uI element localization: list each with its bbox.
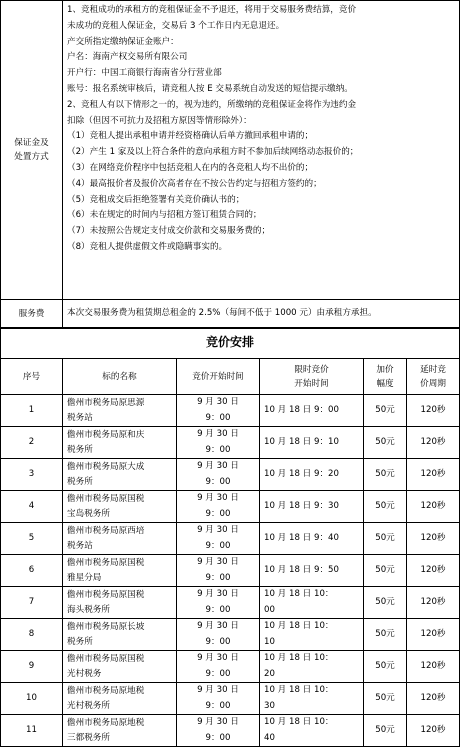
row-name-line: 儋州市税务局原西培 — [67, 525, 145, 536]
row-increment-cell — [364, 523, 407, 555]
row-start-line: 9：00 — [205, 540, 231, 551]
header-start — [177, 359, 260, 395]
row-name-line: 雅星分局 — [67, 572, 102, 583]
rules-line: （5）竞租成交后拒绝签署有关竞价确认书的； — [67, 194, 245, 205]
row-delay: 120秒 — [420, 628, 446, 639]
row-increment-cell — [364, 427, 407, 459]
row-start-line: 9：00 — [205, 572, 231, 583]
header-timed-line1: 限时竞价 — [294, 364, 329, 375]
row-no: 2 — [28, 436, 35, 447]
header-delay-line2: 价周期 — [420, 378, 446, 389]
row-timed-cell — [260, 587, 364, 619]
row-increment: 50元 — [375, 628, 395, 639]
row-timed-line: 10 月 18 日 9：50 — [264, 564, 339, 575]
row-name-line: 儋州市税务局原国税 — [67, 653, 145, 664]
rules-line: 2、竞租人有以下情形之一的，视为违约，所缴纳的竞租保证金将作为违约金 — [67, 99, 357, 110]
auction-title: 竞价安排 — [206, 335, 255, 350]
row-delay: 120秒 — [420, 468, 446, 479]
rules-lines — [67, 3, 459, 256]
row-name-line: 儋州市税务局原和庆 — [67, 429, 145, 440]
rules-line: （3）在网络竞价程序中包括竞租人在内的各竞租人均不出价的； — [67, 162, 314, 173]
row-delay-cell — [407, 395, 460, 427]
table-row — [1, 651, 460, 683]
row-name-line: 儋州市税务局原思源 — [67, 397, 145, 408]
table-row — [1, 523, 460, 555]
row-timed-cell — [260, 619, 364, 651]
row-name-line: 三都税务所 — [67, 732, 110, 743]
row-increment-cell — [364, 619, 407, 651]
row-increment-cell — [364, 395, 407, 427]
row-no-cell — [1, 427, 63, 459]
row-start-line: 9：00 — [205, 636, 231, 647]
header-start-text: 竞价开始时间 — [192, 371, 244, 382]
row-delay: 120秒 — [420, 532, 446, 543]
row-start-line: 9 月 30 日 — [197, 493, 239, 503]
row-start-line: 9：00 — [205, 444, 231, 455]
row-name-cell — [63, 619, 177, 651]
row-start-line: 9：00 — [205, 732, 231, 743]
row-name-line: 儋州市税务局原国税 — [67, 493, 145, 504]
row-start-line: 9 月 30 日 — [197, 557, 239, 567]
row-increment: 50元 — [375, 404, 395, 415]
row-name-cell — [63, 395, 177, 427]
row-start-line: 9 月 30 日 — [197, 397, 239, 407]
row-no: 5 — [28, 532, 35, 543]
rules-line: 账号：报名系统审核后，请竞租人按 E 交易系统自动发送的短信提示缴纳。 — [67, 83, 353, 94]
row-name-line: 儋州市税务局原国税 — [67, 557, 145, 568]
row-timed-line: 10 月 18 日 10： — [264, 653, 334, 663]
row-name-line: 儋州市税务局原地税 — [67, 685, 145, 696]
row-name-cell — [63, 651, 177, 683]
row-timed-line: 10 月 18 日 9：40 — [264, 532, 339, 543]
row-start-line: 9 月 30 日 — [197, 621, 239, 631]
row-timed-line: 10 月 18 日 9：30 — [264, 500, 339, 511]
row-increment-cell — [364, 459, 407, 491]
row-name-cell — [63, 491, 177, 523]
row-delay-cell — [407, 555, 460, 587]
rules-line: （6）未在规定的时间内与招租方签订租赁合同的； — [67, 210, 262, 221]
auction-rows — [1, 395, 460, 747]
table-row — [1, 619, 460, 651]
rules-line: （8）竞租人提供虚假文件或隐瞒事实的。 — [67, 241, 228, 252]
header-no — [1, 359, 63, 395]
row-no: 11 — [26, 724, 37, 735]
row-timed-cell — [260, 715, 364, 747]
row-start-line: 9 月 30 日 — [197, 717, 239, 727]
row-timed-line: 10 月 18 日 9：00 — [264, 404, 339, 415]
header-timed — [260, 359, 364, 395]
row-increment-cell — [364, 587, 407, 619]
rules-table — [0, 0, 460, 329]
row-delay: 120秒 — [420, 692, 446, 703]
auction-title-cell — [1, 328, 460, 359]
row-no-cell — [1, 395, 63, 427]
row-increment: 50元 — [375, 660, 395, 671]
row-timed-cell — [260, 459, 364, 491]
row-no-cell — [1, 523, 63, 555]
row-timed-line: 10 — [264, 636, 275, 647]
row-name-line: 海头税务所 — [67, 604, 110, 615]
row-delay-cell — [407, 491, 460, 523]
row-no: 3 — [28, 468, 35, 479]
table-row — [1, 491, 460, 523]
service-fee-cell — [63, 300, 460, 329]
row-timed-cell — [260, 651, 364, 683]
row-start-line: 9 月 30 日 — [197, 429, 239, 439]
row-delay: 120秒 — [420, 724, 446, 735]
row-start-cell — [177, 491, 260, 523]
rules-line: （7）未按照公告规定支付成交价款和交易服务费的； — [67, 226, 271, 237]
row-name-line: 税务所 — [67, 444, 93, 455]
row-no-cell — [1, 491, 63, 523]
row-timed-line: 10 月 18 日 9：20 — [264, 468, 339, 479]
row-start-cell — [177, 619, 260, 651]
rules-label: 保证金及 处置方式 — [14, 138, 49, 162]
row-increment-cell — [364, 555, 407, 587]
table-row — [1, 587, 460, 619]
row-no: 7 — [28, 596, 35, 607]
header-delay-line1: 延时竞 — [420, 364, 446, 375]
row-timed-line: 20 — [264, 668, 275, 679]
header-no-text: 序号 — [22, 371, 41, 382]
row-increment: 50元 — [375, 596, 395, 607]
row-delay-cell — [407, 619, 460, 651]
table-row — [1, 395, 460, 427]
row-increment: 50元 — [375, 436, 395, 447]
row-increment: 50元 — [375, 564, 395, 575]
service-fee-text: 本次交易服务费为租赁期总租金的 2.5%（每间不低于 1000 元）由承租方承担。 — [67, 308, 377, 319]
row-start-cell — [177, 651, 260, 683]
header-delay — [407, 359, 460, 395]
row-timed-line: 10 月 18 日 9：10 — [264, 436, 339, 447]
row-name-cell — [63, 427, 177, 459]
row-delay-cell — [407, 715, 460, 747]
row-increment: 50元 — [375, 500, 395, 511]
row-increment: 50元 — [375, 692, 395, 703]
row-delay: 120秒 — [420, 404, 446, 415]
rules-line: 开户行：中国工商银行海南省分行营业部 — [67, 68, 222, 79]
row-start-line: 9 月 30 日 — [197, 685, 239, 695]
row-name-line: 宝岛税务所 — [67, 508, 110, 519]
row-increment-cell — [364, 651, 407, 683]
row-timed-cell — [260, 491, 364, 523]
row-timed-line: 10 月 18 日 10： — [264, 589, 334, 599]
row-increment-cell — [364, 683, 407, 715]
service-fee-label-cell — [1, 300, 63, 329]
row-start-line: 9：00 — [205, 604, 231, 615]
row-timed-cell — [260, 395, 364, 427]
row-increment-cell — [364, 491, 407, 523]
rules-line: 户名：海南产权交易所有限公司 — [67, 52, 188, 63]
row-timed-line: 10 月 18 日 10： — [264, 685, 334, 695]
table-row — [1, 555, 460, 587]
table-row — [1, 683, 460, 715]
rules-line: （1）竞租人提出承租申请并经资格确认后单方撤回承租申请的； — [67, 131, 314, 142]
rules-content-cell — [63, 1, 460, 300]
row-delay-cell — [407, 427, 460, 459]
row-start-line: 9：00 — [205, 668, 231, 679]
row-increment: 50元 — [375, 468, 395, 479]
header-increment-line1: 加价 — [376, 364, 394, 375]
row-start-cell — [177, 459, 260, 491]
rules-label-cell — [1, 1, 63, 300]
row-name-line: 税务所 — [67, 636, 93, 647]
row-name-cell — [63, 683, 177, 715]
row-start-line: 9：00 — [205, 476, 231, 487]
rules-line: 1、竞租成功的承租方的竞租保证金不予退还，将用于交易服务费结算，竞价 — [67, 5, 357, 15]
rules-line: （2）产生 1 家及以上符合条件的意向承租方时不参加后续网络动态报价的； — [67, 147, 359, 158]
row-start-cell — [177, 427, 260, 459]
row-no-cell — [1, 651, 63, 683]
row-no-cell — [1, 587, 63, 619]
row-no: 10 — [26, 692, 37, 703]
row-name-line: 税务站 — [67, 540, 93, 551]
row-no-cell — [1, 459, 63, 491]
row-start-cell — [177, 523, 260, 555]
header-name — [63, 359, 177, 395]
row-start-line: 9：00 — [205, 412, 231, 423]
header-increment-line2: 幅度 — [376, 378, 394, 389]
row-no-cell — [1, 619, 63, 651]
row-timed-line: 40 — [264, 732, 275, 743]
row-no: 1 — [28, 404, 35, 415]
row-timed-cell — [260, 523, 364, 555]
table-row — [1, 427, 460, 459]
row-start-cell — [177, 683, 260, 715]
row-increment: 50元 — [375, 724, 395, 735]
row-delay: 120秒 — [420, 436, 446, 447]
rules-line: 扣除（但因不可抗力及招租方原因等情形除外）： — [67, 115, 252, 126]
auction-table — [0, 327, 460, 747]
row-delay: 120秒 — [420, 500, 446, 511]
rules-line: 未成功的竞租人保证金，交易后 3 个工作日内无息退还。 — [67, 20, 285, 31]
row-name-line: 光村税务 — [67, 668, 102, 679]
row-start-line: 9 月 30 日 — [197, 653, 239, 663]
row-increment: 50元 — [375, 532, 395, 543]
row-increment-cell — [364, 715, 407, 747]
row-delay-cell — [407, 651, 460, 683]
row-name-line: 儋州市税务局原大成 — [67, 461, 145, 472]
row-name-cell — [63, 555, 177, 587]
row-no-cell — [1, 555, 63, 587]
row-start-line: 9 月 30 日 — [197, 461, 239, 471]
row-delay-cell — [407, 523, 460, 555]
row-start-line: 9：00 — [205, 508, 231, 519]
table-row — [1, 715, 460, 747]
row-name-cell — [63, 715, 177, 747]
row-timed-line: 00 — [264, 604, 275, 615]
row-start-line: 9 月 30 日 — [197, 589, 239, 599]
header-increment — [364, 359, 407, 395]
row-name-cell — [63, 459, 177, 491]
row-name-line: 儋州市税务局原国税 — [67, 589, 145, 600]
row-delay: 120秒 — [420, 660, 446, 671]
row-no: 8 — [28, 628, 35, 639]
row-timed-cell — [260, 555, 364, 587]
row-timed-line: 10 月 18 日 10： — [264, 621, 334, 631]
row-name-cell — [63, 523, 177, 555]
row-start-line: 9：00 — [205, 700, 231, 711]
row-delay-cell — [407, 587, 460, 619]
row-start-cell — [177, 715, 260, 747]
rules-line: （4）最高报价者及报价次高者存在不按公告约定与招租方签约的； — [67, 178, 322, 189]
row-no: 6 — [28, 564, 35, 575]
row-name-line: 税务站 — [67, 412, 93, 423]
table-row — [1, 459, 460, 491]
row-start-cell — [177, 395, 260, 427]
header-name-text: 标的名称 — [102, 371, 137, 382]
service-fee-label: 服务费 — [18, 309, 45, 319]
row-start-cell — [177, 587, 260, 619]
row-name-cell — [63, 587, 177, 619]
row-name-line: 税务所 — [67, 476, 93, 487]
row-start-line: 9 月 30 日 — [197, 525, 239, 535]
row-timed-cell — [260, 427, 364, 459]
header-timed-line2: 开始时间 — [294, 378, 329, 389]
row-delay: 120秒 — [420, 564, 446, 575]
row-no-cell — [1, 683, 63, 715]
row-start-cell — [177, 555, 260, 587]
row-no: 9 — [28, 660, 35, 671]
row-delay-cell — [407, 683, 460, 715]
row-timed-line: 10 月 18 日 10： — [264, 717, 334, 727]
row-name-line: 光村税务所 — [67, 700, 110, 711]
row-delay: 120秒 — [420, 596, 446, 607]
row-name-line: 儋州市税务局原长坡 — [67, 621, 145, 632]
row-name-line: 儋州市税务局原地税 — [67, 717, 145, 728]
row-timed-cell — [260, 683, 364, 715]
row-delay-cell — [407, 459, 460, 491]
rules-line: 产交所指定缴纳保证金账户： — [67, 36, 179, 47]
row-no-cell — [1, 715, 63, 747]
row-no: 4 — [28, 500, 35, 511]
row-timed-line: 30 — [264, 700, 275, 711]
